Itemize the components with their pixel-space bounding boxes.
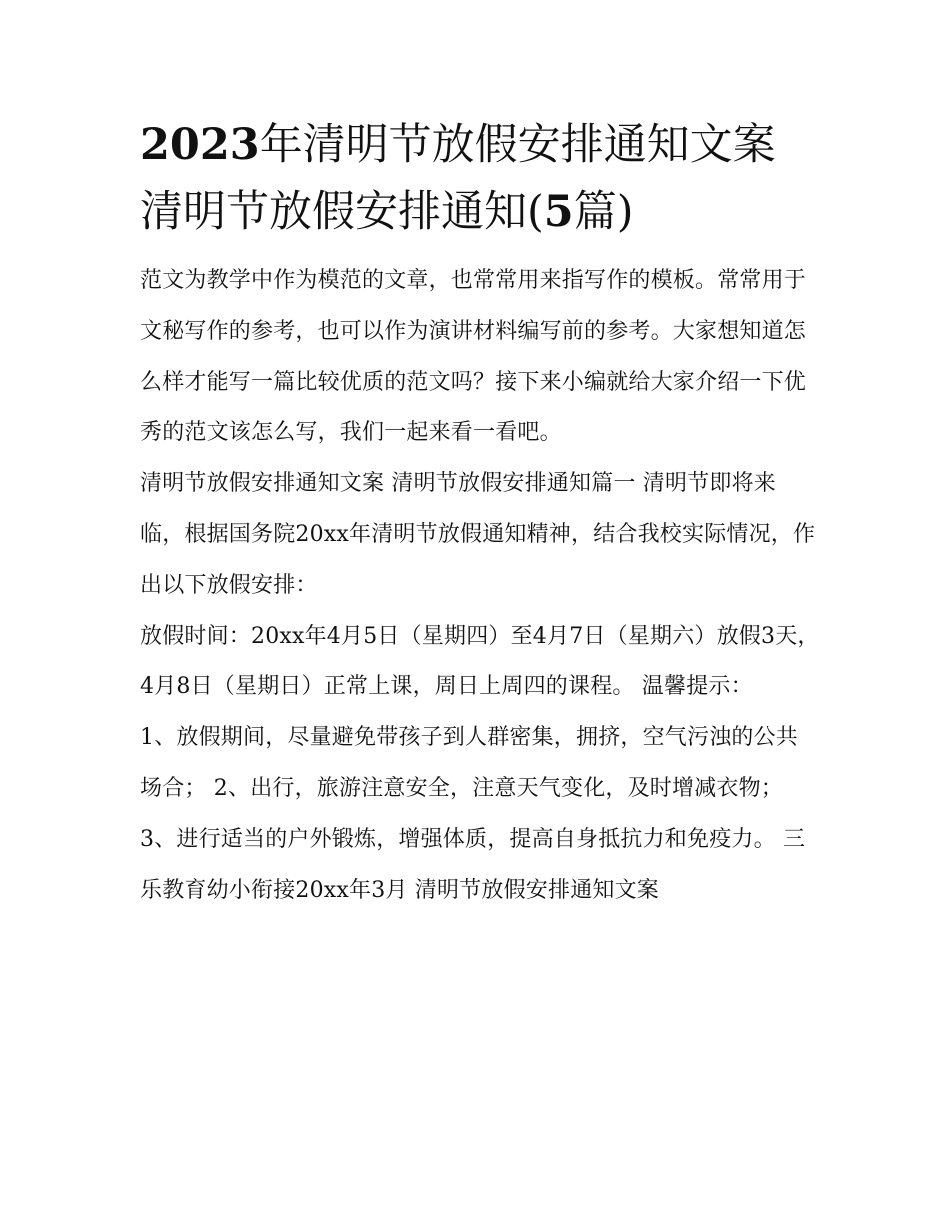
document-body — [140, 112, 820, 916]
paragraph-schedule: 放假时间：20xx年4月5日（星期四）至4月7日（星期六）放假3天，4月8日（星期日）正常上课，周日上周四的课程。 温馨提示： — [140, 623, 820, 700]
title-text: 年清明节放假安排通知文案 清明节放假安排通知( — [140, 120, 776, 237]
title-year: 2023 — [140, 120, 260, 170]
title-count: 5 — [543, 187, 574, 237]
document-title — [140, 112, 820, 246]
paragraph-tips-3: 3、进行适当的户外锻炼，增强体质，提高自身抵抗力和免疫力。 三乐教育幼小衔接20xx年3月 清明节放假安排通知文案 — [140, 826, 806, 903]
paragraph-intro: 范文为教学中作为模范的文章，也常常用来指写作的模板。常常用于文秘写作的参考，也可以作为演讲材料编写前的参考。大家想知道怎么样才能写一篇比较优质的范文吗？接下来小编就给大家介绍一下优秀的范文该怎么写，我们一起来看一看吧。 — [140, 268, 807, 446]
title-suffix: 篇) — [573, 187, 634, 237]
paragraph-tips-1-2: 1、放假期间，尽量避免带孩子到人群密集，拥挤，空气污浊的公共场合； 2、出行，旅游注意安全，注意天气变化，及时增减衣物； — [140, 725, 798, 801]
paragraph-notice: 清明节放假安排通知文案 清明节放假安排通知篇一 清明节即将来临，根据国务院20xx年清明节放假通知精神，结合我校实际情况，作出以下放假安排： — [140, 471, 816, 598]
